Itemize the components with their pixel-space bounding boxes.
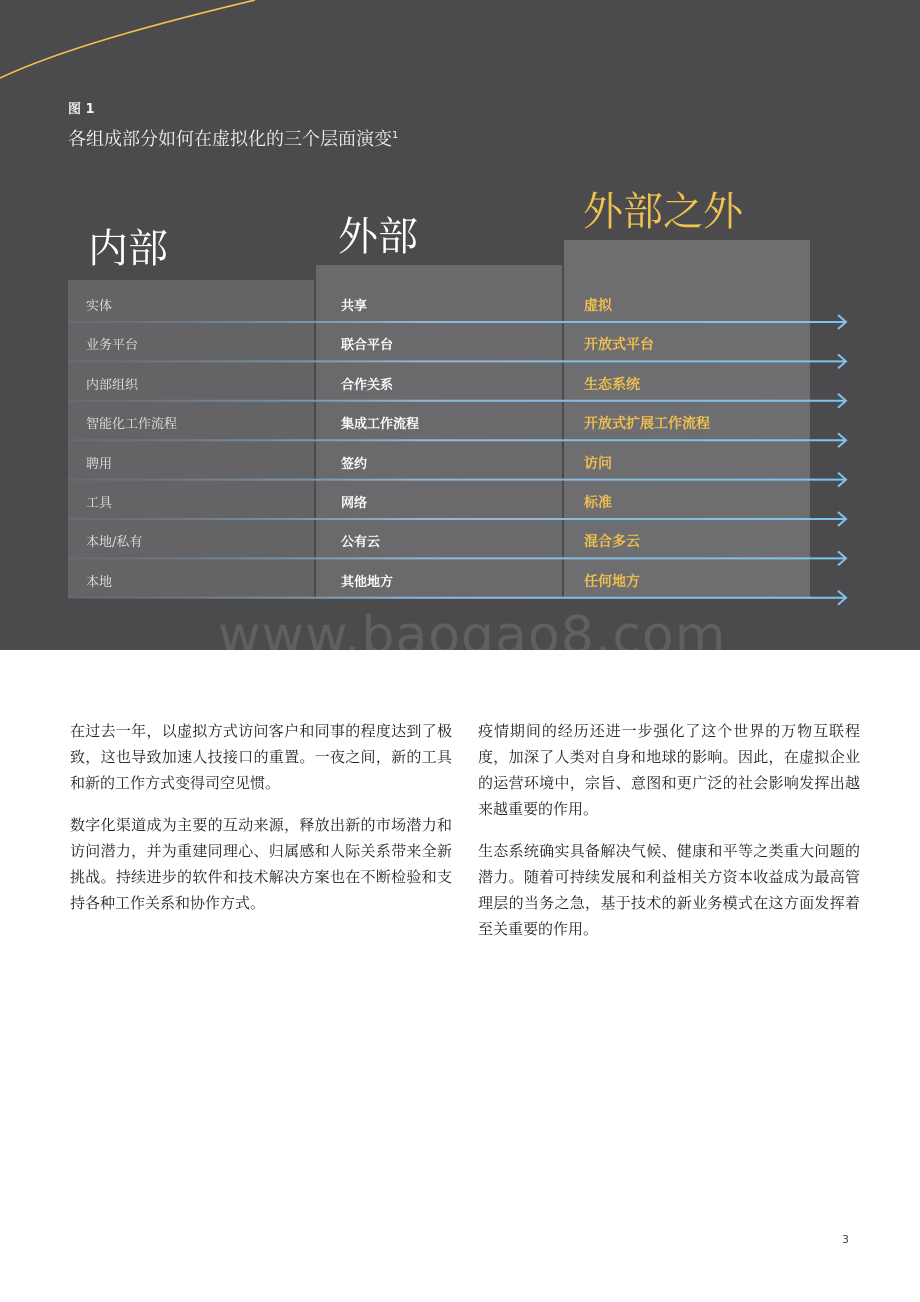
body-column-left <box>70 718 452 932</box>
row-label-internal: 业务平台 <box>86 338 139 354</box>
column-heading-internal: 内部 <box>88 226 168 272</box>
row-label-external: 共享 <box>341 299 368 314</box>
row-label-beyond: 生态系统 <box>584 376 640 393</box>
body-column-right <box>478 718 860 958</box>
paragraph: 数字化渠道成为主要的互动来源，释放出新的市场潜力和访问潜力，并为重建同理心、归属感和人际关系带来全新挑战。持续进步的软件和技术解决方案也在不断检验和支持各种工作关系和协作方式。 <box>70 816 452 912</box>
row-label-internal: 聘用 <box>86 456 113 472</box>
column-heading-external: 外部 <box>338 214 418 260</box>
paragraph: 在过去一年，以虚拟方式访问客户和同事的程度达到了极致，这也导致加速人技接口的重置。一夜之间，新的工具和新的工作方式变得司空见惯。 <box>70 722 452 792</box>
footnote-marker: 1 <box>392 130 399 141</box>
row-label-beyond: 标准 <box>584 495 612 511</box>
row-label-beyond: 访问 <box>584 455 612 472</box>
row-label-beyond: 混合多云 <box>584 534 640 551</box>
page-number: 3 <box>842 1233 849 1246</box>
row-label-external: 公有云 <box>341 535 381 551</box>
row-label-beyond: 虚拟 <box>584 298 612 314</box>
watermark: www.baogao8.com <box>218 606 727 666</box>
row-label-internal: 智能化工作流程 <box>86 417 178 433</box>
row-label-internal: 本地 <box>86 574 113 590</box>
row-label-internal: 实体 <box>86 299 113 314</box>
row-label-external: 集成工作流程 <box>341 417 420 433</box>
row-label-external: 联合平台 <box>341 338 394 354</box>
figure-label: 图 1 <box>68 102 95 117</box>
row-label-external: 其他地方 <box>341 574 394 590</box>
row-label-internal: 本地/私有 <box>86 535 143 551</box>
paragraph: 生态系统确实具备解决气候、健康和平等之类重大问题的潜力。随着可持续发展和利益相关方资本收益成为最高管理层的当务之急，基于技术的新业务模式在这方面发挥着至关重要的作用。 <box>478 842 860 938</box>
row-label-beyond: 开放式扩展工作流程 <box>584 416 710 433</box>
paragraph: 疫情期间的经历还进一步强化了这个世界的万物互联程度，加深了人类对自身和地球的影响。因此，在虚拟企业的运营环境中，宗旨、意图和更广泛的社会影响发挥出越来越重要的作用。 <box>478 722 860 818</box>
evolution-arrows <box>0 0 920 650</box>
row-label-internal: 工具 <box>86 496 113 511</box>
row-label-beyond: 任何地方 <box>584 573 640 590</box>
row-label-external: 合作关系 <box>341 377 394 393</box>
row-label-beyond: 开放式平台 <box>584 337 654 354</box>
row-label-internal: 内部组织 <box>86 377 139 393</box>
figure-title: 各组成部分如何在虚拟化的三个层面演变$^1$ <box>68 129 399 150</box>
row-label-external: 签约 <box>341 456 368 472</box>
column-heading-beyond: 外部之外 <box>583 189 743 235</box>
row-label-external: 网络 <box>341 496 368 511</box>
